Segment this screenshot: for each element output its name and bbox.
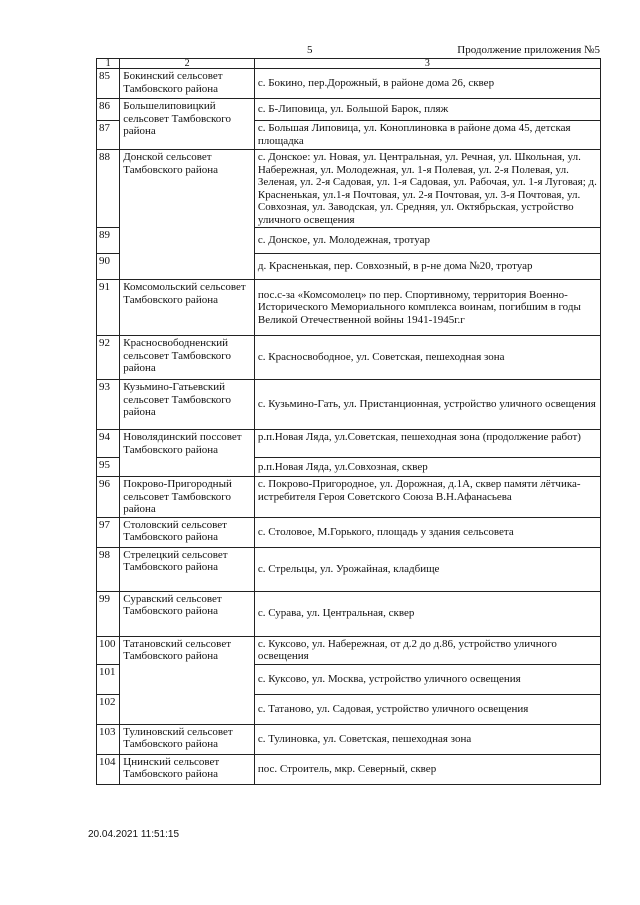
row-number: 85 (97, 69, 120, 99)
object-description: с. Кузьмино-Гать, ул. Пристанционная, устройство уличного освещения (254, 380, 600, 430)
page-header (0, 44, 640, 58)
object-description: с. Б-Липовица, ул. Большой Барок, пляж (254, 99, 600, 121)
object-description: с. Донское, ул. Молодежная, тротуар (254, 228, 600, 254)
table-row (97, 336, 601, 380)
registry-table (96, 58, 601, 785)
row-number: 91 (97, 280, 120, 336)
page-number: 5 (307, 44, 313, 56)
row-number: 88 (97, 150, 120, 228)
object-description: с. Столовое, М.Горького, площадь у здания сельсовета (254, 517, 600, 547)
object-description: р.п.Новая Ляда, ул.Совхозная, сквер (254, 458, 600, 477)
council-name: Татановский сельсовет Тамбовского района (120, 636, 255, 724)
council-name: Тулиновский сельсовет Тамбовского района (120, 724, 255, 754)
column-number: 3 (254, 59, 600, 69)
object-description: пос.с-за «Комсомолец» по пер. Спортивному, территория Военно-Исторического Мемориального комплекса воинам, погибшим в годы Великой Отечественной войны 1941-1945г.г (254, 280, 600, 336)
object-description: с. Сурава, ул. Центральная, сквер (254, 591, 600, 636)
column-number: 2 (120, 59, 255, 69)
council-name: Стрелецкий сельсовет Тамбовского района (120, 547, 255, 591)
council-name: Столовский сельсовет Тамбовского района (120, 517, 255, 547)
table-row (97, 547, 601, 591)
object-description: с. Куксово, ул. Москва, устройство уличного освещения (254, 664, 600, 694)
row-number: 102 (97, 694, 120, 724)
row-number: 89 (97, 228, 120, 254)
row-number: 103 (97, 724, 120, 754)
table-row (97, 380, 601, 430)
row-number: 99 (97, 591, 120, 636)
table-row (97, 591, 601, 636)
council-name: Цнинский сельсовет Тамбовского района (120, 754, 255, 784)
council-name: Комсомольский сельсовет Тамбовского района (120, 280, 255, 336)
council-name: Покрово-Пригородный сельсовет Тамбовского района (120, 477, 255, 518)
table-row (97, 517, 601, 547)
table-row (97, 280, 601, 336)
table-row (97, 477, 601, 518)
object-description: д. Красненькая, пер. Совхозный, в р-не дома №20, тротуар (254, 254, 600, 280)
row-number: 92 (97, 336, 120, 380)
table-row (97, 99, 601, 121)
object-description: с. Донское: ул. Новая, ул. Центральная, ул. Речная, ул. Школьная, ул. Набережная, ул. Молодежная, ул. 1-я Полевая, ул. 2-я Полевая, ул. Зеленая, ул. 2-я Садовая, ул. 1-я Садовая, ул. Рабочая, ул. 1-я Луговая; д. Красненькая, ул.1-я Почтовая, ул. 2-я Почтовая, ул. 3-я Почтовая, ул. Совхозная, ул. Заводская, ул. Средняя, ул. Октябрьская, устройство уличного освещения (254, 150, 600, 228)
object-description: р.п.Новая Ляда, ул.Советская, пешеходная зона (продолжение работ) (254, 430, 600, 458)
object-description: с. Тулиновка, ул. Советская, пешеходная зона (254, 724, 600, 754)
object-description: с. Большая Липовица, ул. Коноплиновка в районе дома 45, детская площадка (254, 121, 600, 150)
object-description: с. Бокино, пер.Дорожный, в районе дома 26, сквер (254, 69, 600, 99)
row-number: 94 (97, 430, 120, 458)
object-description: с. Стрельцы, ул. Урожайная, кладбище (254, 547, 600, 591)
object-description: пос. Строитель, мкр. Северный, сквер (254, 754, 600, 784)
row-number: 97 (97, 517, 120, 547)
row-number: 86 (97, 99, 120, 121)
table-row (97, 724, 601, 754)
row-number: 101 (97, 664, 120, 694)
row-number: 95 (97, 458, 120, 477)
council-name: Кузьмино-Гатьевский сельсовет Тамбовского района (120, 380, 255, 430)
continuation-note: Продолжение приложения №5 (457, 44, 600, 56)
council-name: Донской сельсовет Тамбовского района (120, 150, 255, 280)
row-number: 96 (97, 477, 120, 518)
column-number-row (97, 59, 601, 69)
council-name: Бокинский сельсовет Тамбовского района (120, 69, 255, 99)
row-number: 93 (97, 380, 120, 430)
table-row (97, 430, 601, 458)
column-number: 1 (97, 59, 120, 69)
object-description: с. Куксово, ул. Набережная, от д.2 до д.86, устройство уличного освещения (254, 636, 600, 664)
table-row (97, 150, 601, 228)
row-number: 90 (97, 254, 120, 280)
table-row (97, 69, 601, 99)
row-number: 87 (97, 121, 120, 150)
object-description: с. Красносвободное, ул. Советская, пешеходная зона (254, 336, 600, 380)
council-name: Большелиповицкий сельсовет Тамбовского района (120, 99, 255, 150)
table-row (97, 754, 601, 784)
row-number: 104 (97, 754, 120, 784)
object-description: с. Татаново, ул. Садовая, устройство уличного освещения (254, 694, 600, 724)
print-timestamp: 20.04.2021 11:51:15 (88, 829, 180, 840)
object-description: с. Покрово-Пригородное, ул. Дорожная, д.1А, сквер памяти лётчика-истребителя Героя Советского Союза В.Н.Афанасьева (254, 477, 600, 518)
row-number: 100 (97, 636, 120, 664)
council-name: Красносвободненский сельсовет Тамбовского района (120, 336, 255, 380)
table-row (97, 636, 601, 664)
council-name: Новолядинский поссовет Тамбовского района (120, 430, 255, 477)
council-name: Суравский сельсовет Тамбовского района (120, 591, 255, 636)
row-number: 98 (97, 547, 120, 591)
